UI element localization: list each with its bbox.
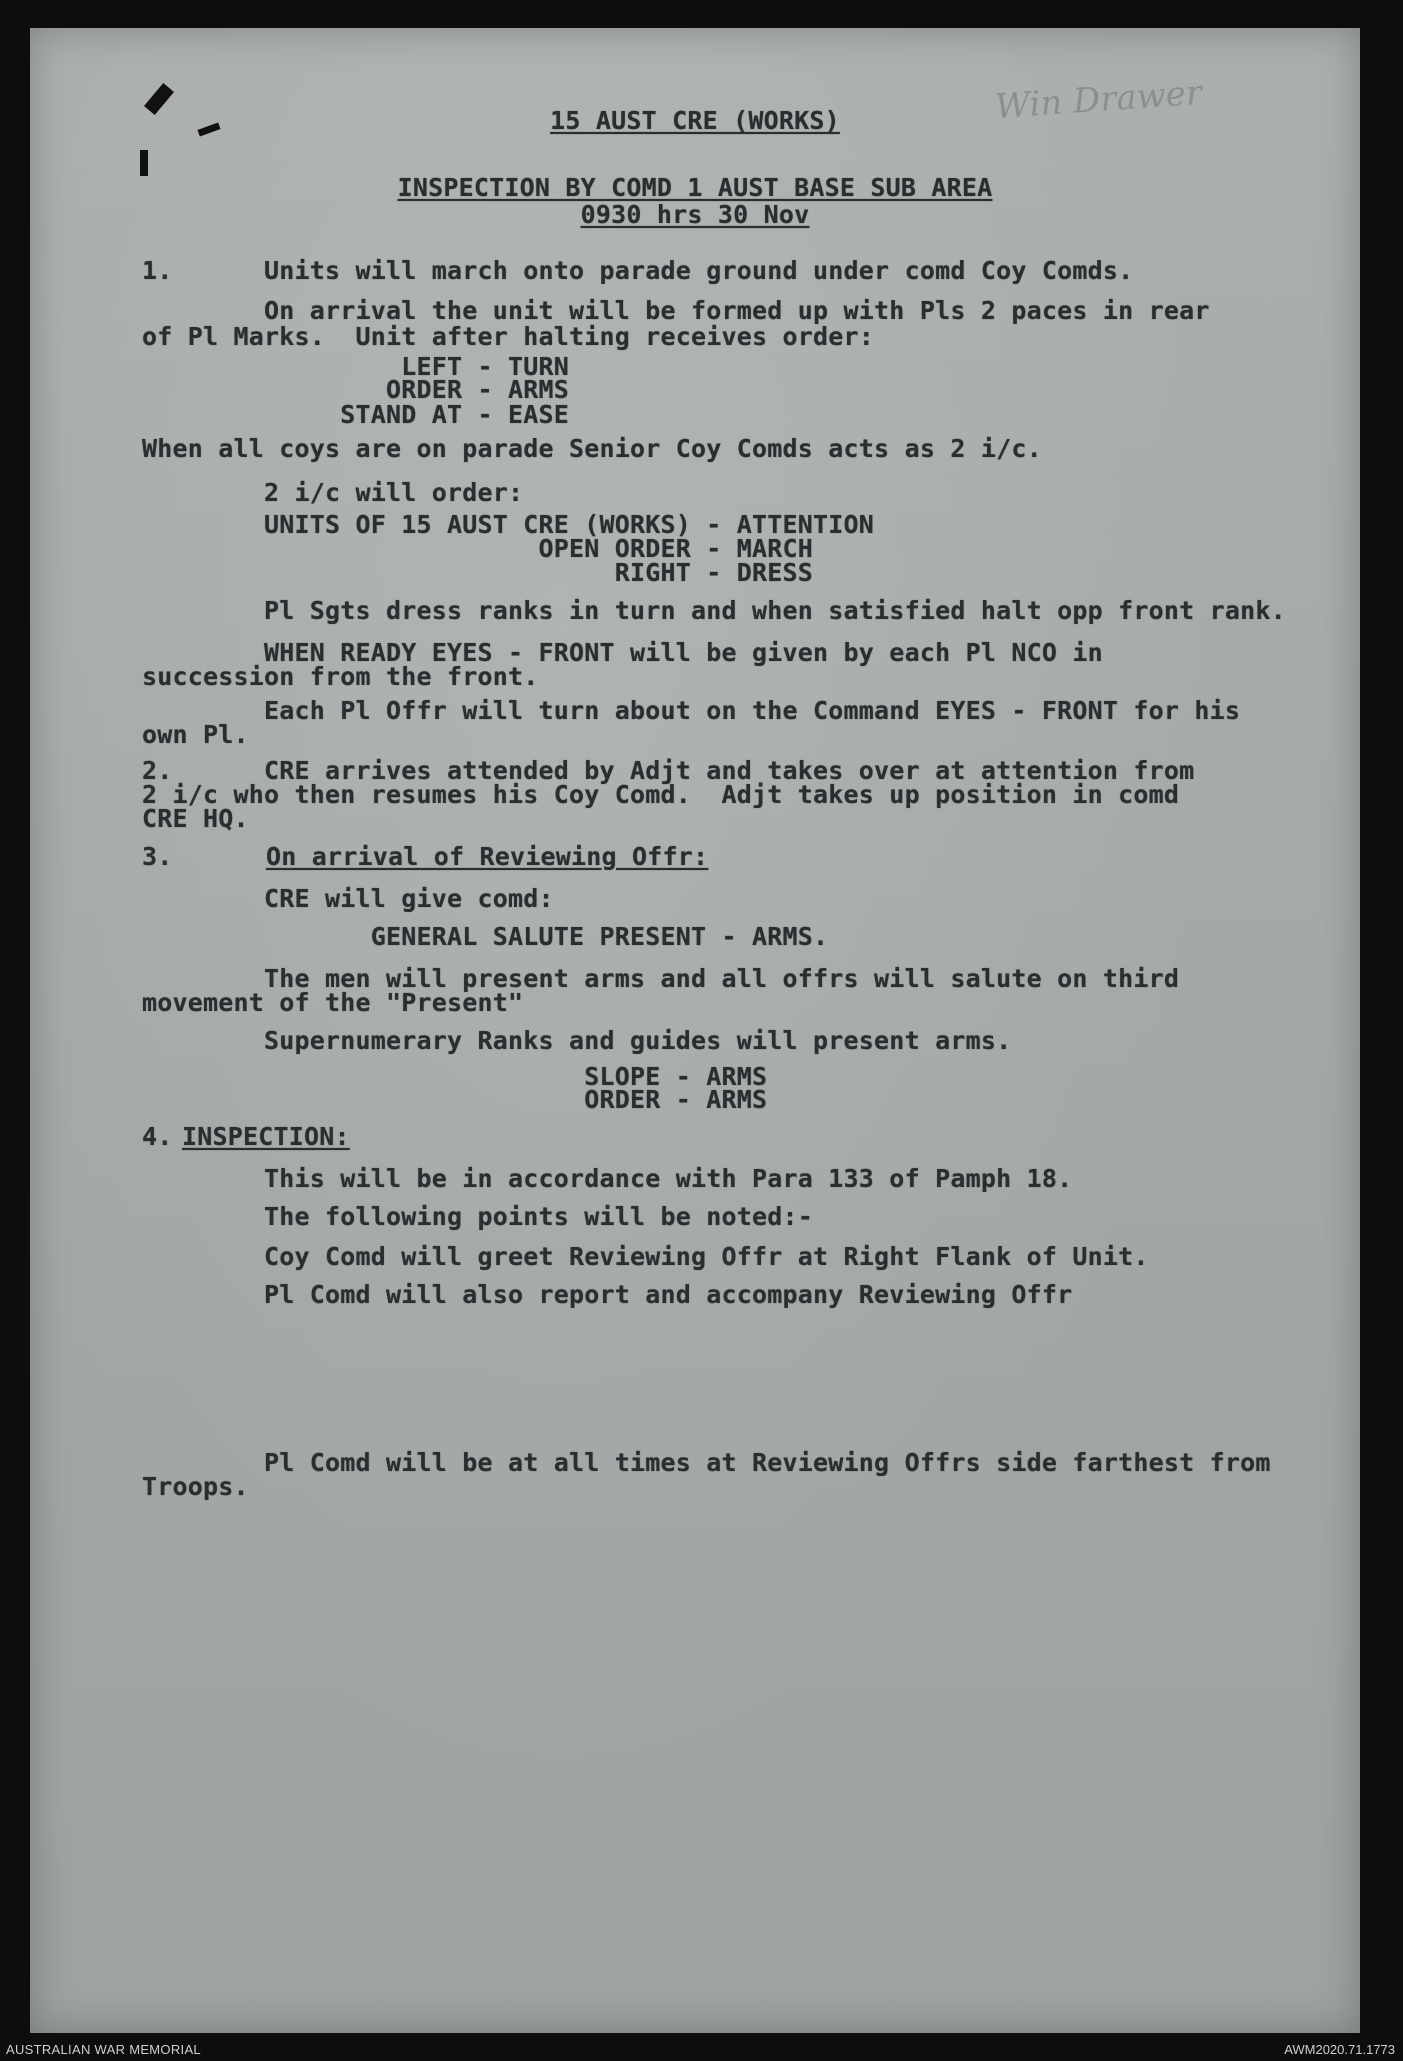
text-line: own Pl. (142, 720, 249, 749)
text-line: Troops. (142, 1472, 249, 1501)
text-line: CRE HQ. (142, 804, 249, 833)
section-3-heading: On arrival of Reviewing Offr: (266, 842, 709, 871)
document-subtitle-date: 0930 hrs 30 Nov (580, 200, 810, 229)
text-line: STAND AT - EASE (142, 400, 570, 429)
footer-accession-id: AWM2020.71.1773 (1284, 2042, 1395, 2057)
text-line: When all coys are on parade Senior Coy Comds acts as 2 i/c. (142, 434, 1042, 463)
text-line: 3. (142, 842, 265, 871)
pencil-annotation: Win Drawer (993, 72, 1204, 128)
text-line: Each Pl Offr will turn about on the Command EYES - FRONT for his (142, 696, 1241, 725)
text-line: movement of the "Present" (142, 988, 524, 1017)
text-line: CRE will give comd: (142, 884, 554, 913)
text-line: Pl Comd will be at all times at Reviewing Offrs side farthest from (142, 1448, 1271, 1477)
document-subtitle: INSPECTION BY COMD 1 AUST BASE SUB AREA (397, 173, 993, 202)
text-line: OPEN ORDER - MARCH (142, 534, 814, 563)
text-line: This will be in accordance with Para 133 of Pamph 18. (142, 1164, 1073, 1193)
text-line: The men will present arms and all offrs will salute on third (142, 964, 1180, 993)
text-line: ORDER - ARMS (142, 375, 570, 404)
footer-source-label: AUSTRALIAN WAR MEMORIAL (6, 2042, 201, 2057)
section-4-heading: INSPECTION: (182, 1122, 350, 1151)
text-line: Pl Comd will also report and accompany Reviewing Offr (142, 1280, 1073, 1309)
document-title: 15 AUST CRE (WORKS) (550, 106, 840, 135)
text-line: succession from the front. (142, 662, 539, 691)
text-line: ORDER - ARMS (142, 1085, 768, 1114)
text-line: Coy Comd will greet Reviewing Offr at Right Flank of Unit. (142, 1242, 1149, 1271)
text-line: Pl Sgts dress ranks in turn and when satisfied halt opp front rank. (142, 596, 1286, 625)
text-line: WHEN READY EYES - FRONT will be given by each Pl NCO in (142, 638, 1103, 667)
text-line: The following points will be noted:- (142, 1202, 814, 1231)
text-line: 4. (142, 1122, 188, 1151)
text-line: Supernumerary Ranks and guides will present arms. (142, 1026, 1012, 1055)
text-line: 2 i/c who then resumes his Coy Comd. Adjt takes up position in comd (142, 780, 1180, 809)
text-line: of Pl Marks. Unit after halting receives order: (142, 322, 875, 351)
text-line: 1. Units will march onto parade ground under comd Coy Comds. (142, 256, 1134, 285)
text-line: 2. CRE arrives attended by Adjt and takes over at attention from (142, 756, 1195, 785)
text-line: UNITS OF 15 AUST CRE (WORKS) - ATTENTION (142, 510, 875, 539)
text-line: On arrival the unit will be formed up with Pls 2 paces in rear (142, 296, 1210, 325)
text-line: GENERAL SALUTE PRESENT - ARMS. (142, 922, 829, 951)
text-line: 2 i/c will order: (142, 478, 524, 507)
text-line: LEFT - TURN (142, 352, 570, 381)
text-line: RIGHT - DRESS (142, 558, 814, 587)
text-line: SLOPE - ARMS (142, 1062, 768, 1091)
document-page (30, 28, 1360, 2033)
